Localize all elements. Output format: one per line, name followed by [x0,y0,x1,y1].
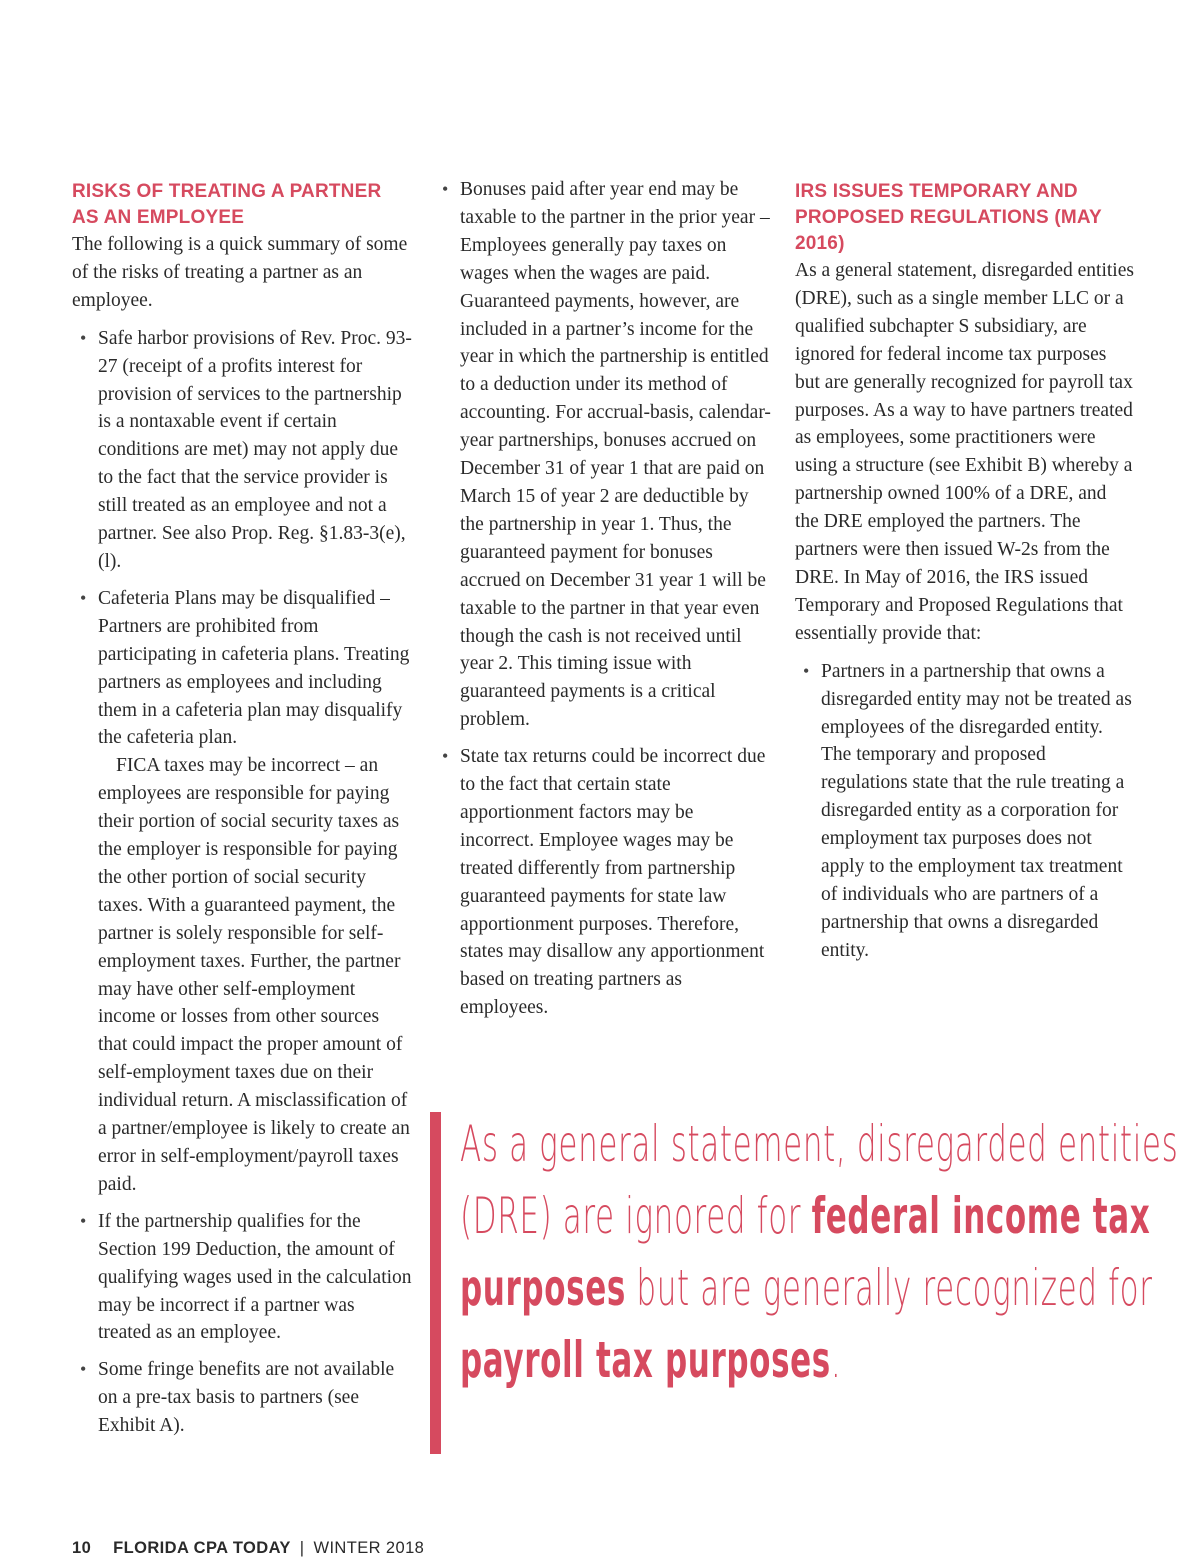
list-item: • Safe harbor provisions of Rev. Proc. 93-27 (receipt of a profits interest for provision of services to the partnership is a nontaxable event if certain conditions are met) may not apply due to the fact that the service provider is still treated as an employee and not a partner. See also Prop. Reg. §1.83-3(e),(l). [72,325,412,576]
section-heading-irs: IRS ISSUES TEMPORARY AND PROPOSED REGULATIONS (MAY 2016) [795,181,1102,254]
magazine-title: FLORIDA CPA TODAY [113,1539,291,1557]
list-item-cafeteria [72,585,412,1199]
pull-quote [430,1108,1179,1454]
pull-quote-emphasis: federal income tax purposes [460,1187,1151,1317]
cafeteria-text: Cafeteria Plans may be disqualified – Partners are prohibited from participating in cafeteria plans. Treating partners as employees and including them in a cafeteria plan may disqualify the cafeteria plan. [98,587,410,749]
column-3 [795,176,1135,974]
pull-quote-text [460,1108,1180,1396]
list-item: • State tax returns could be incorrect due to the fact that certain state apportionment factors may be incorrect. Employee wages may be treated differently from partnership guaranteed payments for state law apportionment purposes. Therefore, states may disallow any apportionment based on treating partners as employees. [442,743,772,1022]
list-item: • If the partnership qualifies for the Section 199 Deduction, the amount of qualifying wages used in the calculation may be incorrect if a partner was treated as an employee. [72,1208,412,1348]
body-paragraph: As a general statement, disregarded entities (DRE), such as a single member LLC or a qualified subchapter S subsidiary, are ignored for federal income tax purposes but are generally recognized for payroll tax purposes. As a way to have partners treated as employees, some practitioners were using a structure (see Exhibit B) whereby a partnership owned 100% of a DRE, and the DRE employed the partners. The partners were then issued W-2s from the DRE. In May of 2016, the IRS issued Temporary and Proposed Regulations that essentially provide that: [795,260,1134,644]
intro-paragraph: The following is a quick summary of some of the risks of treating a partner as an employee. [72,234,408,311]
pull-quote-bar [430,1112,441,1454]
issue-label: WINTER 2018 [313,1539,425,1557]
page-footer [72,1539,424,1558]
list-item: • Some fringe benefits are not available on a pre-tax basis to partners (see Exhibit A). [72,1356,412,1440]
fica-paragraph: FICA taxes may be incorrect – an employees are responsible for paying their portion of social security taxes as the employer is responsible for paying the other portion of social security taxes. With a guaranteed payment, the partner is solely responsible for self-employment taxes. Further, the partner may have other self-employment income or losses from other sources that could impact the proper amount of self-employment taxes due on their individual return. A misclassification of a partner/employee is likely to create an error in self-employment/payroll taxes paid. [98,755,410,1195]
pull-quote-part: but are generally recognized for [625,1259,1153,1317]
pull-quote-emphasis: payroll tax purposes [460,1331,831,1389]
risks-list-continued [442,176,772,1022]
footer-separator: | [299,1539,305,1557]
pull-quote-part: As a general statement, disregarded entities (DRE) are ignored for [460,1115,1179,1245]
list-item: • Bonuses paid after year end may be taxable to the partner in the prior year – Employees generally pay taxes on wages when the wages are paid. Guaranteed payments, however, are included in a partner’s income for the year in which the partnership is entitled to a deduction under its method of accounting. For accrual-basis, calendar-year partnerships, bonuses accrued on December 31 of year 1 that are paid on March 15 of year 2 are deductible by the partnership in year 1. Thus, the guaranteed payment for bonuses accrued on December 31 year 1 will be taxable to the partner in that year even though the cash is not received until year 2. This timing issue with guaranteed payments is a critical problem. [442,176,772,734]
regulations-list [795,658,1135,965]
pull-quote-part: . [830,1331,842,1389]
risks-list [72,325,412,1440]
section-heading-risks: RISKS OF TREATING A PARTNER AS AN EMPLOYEE [72,181,382,228]
list-item: • Partners in a partnership that owns a disregarded entity may not be treated as employees of the disregarded entity. The temporary and proposed regulations state that the rule treating a disregarded entity as a corporation for employment tax purposes does not apply to the employment tax treatment of individuals who are partners of a partnership that owns a disregarded entity. [795,658,1135,965]
column-2 [442,176,772,1031]
column-1 [72,176,412,1449]
page-number: 10 [72,1539,92,1557]
